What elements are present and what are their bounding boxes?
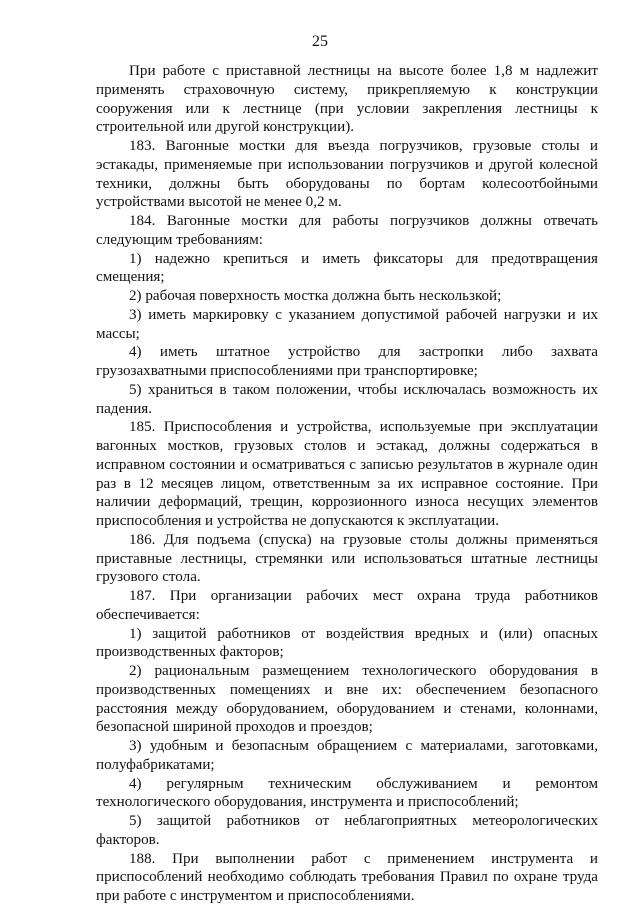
list-item-187-3: 3) удобным и безопасным обращением с материалами, заготовками, полуфабрикатами; — [96, 738, 598, 773]
list-item-184-2: 2) рабочая поверхность мостка должна быть нескользкой; — [129, 288, 502, 304]
paragraph-188: 188. При выполнении работ с применением инструмента и приспособлений необходимо соблюдать требования Правил по охране труда при работе с инструментом и приспособлениями. — [96, 850, 598, 904]
list-item-184-5: 5) храниться в таком положении, чтобы исключалась возможность их падения. — [96, 381, 598, 417]
paragraph-186: 186. Для подъема (спуска) на грузовые столы должны применяться приставные лестницы, стремянки или использоваться штатные лестницы грузового стола. — [96, 531, 598, 586]
list-item-184-4: 4) иметь штатное устройство для застропки либо захвата грузозахватными приспособлениями при транспортировке; — [96, 344, 598, 379]
list-item-184-1: 1) надежно крепиться и иметь фиксаторы для предотвращения смещения; — [96, 250, 598, 286]
page-number: 25 — [312, 33, 328, 50]
list-item-187-4: 4) регулярным техническим обслуживанием и ремонтом технологического оборудования, инструмента и приспособлений; — [96, 775, 598, 811]
list-item-187-1: 1) защитой работников от воздействия вредных и (или) опасных производственных факторов; — [96, 625, 598, 661]
paragraph-183: 183. Вагонные мостки для въезда погрузчиков, грузовые столы и эстакады, применяемые при использовании погрузчиков и другой колесной техники, должны быть оборудованы по бортам колесоотбойными устройствами высотой не менее 0,2 м. — [96, 138, 598, 211]
paragraph-187: 187. При организации рабочих мест охрана труда работников обеспечивается: — [96, 588, 598, 623]
list-item-187-5: 5) защитой работников от неблагоприятных метеорологических факторов. — [96, 813, 598, 848]
paragraph-184: 184. Вагонные мостки для работы погрузчиков должны отвечать следующим требованиям: — [96, 213, 598, 248]
document-body — [96, 62, 598, 906]
list-item-187-2: 2) рациональным размещением технологического оборудования в производственных помещениях и вне их: обеспечением безопасного расстояния между оборудованием, оборудованием и стенами, колоннами, безопасной шириной проходов и проездов; — [96, 663, 598, 736]
paragraph-185: 185. Приспособления и устройства, используемые при эксплуатации вагонных мостков, грузовых столов и эстакад, должны содержаться в исправном состоянии и осматриваться с записью результатов в журнале один раз в 12 месяцев лицом, ответственным за их исправное состояние. При наличии деформаций, трещин, коррозионного износа несущих элементов приспособления и устройства не допускаются к эксплуатации. — [96, 419, 598, 529]
paragraph-ladder-safety: При работе с приставной лестницы на высоте более 1,8 м надлежит применять страховочную систему, прикрепляемую к конструкции сооружения или к лестнице (при условии закрепления лестницы к строительной или другой конструкции). — [96, 63, 598, 136]
list-item-184-3: 3) иметь маркировку с указанием допустимой рабочей нагрузки и их массы; — [96, 306, 598, 342]
